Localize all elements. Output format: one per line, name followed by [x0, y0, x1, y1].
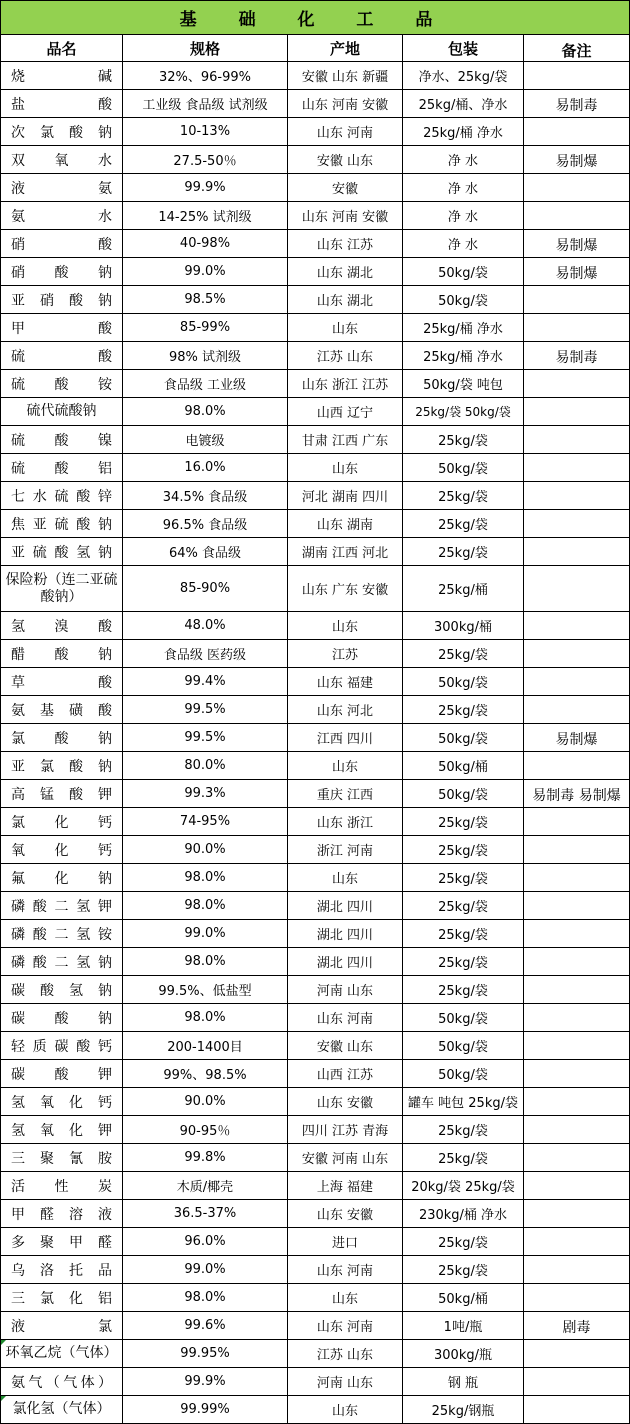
product-name-cell: 磷酸二氢钾 [1, 892, 123, 920]
remark-cell: 易制爆 [524, 258, 630, 286]
table-row [1, 1340, 630, 1368]
table-row [1, 118, 630, 146]
product-name-cell: 氯酸钠 [1, 724, 123, 752]
remark-cell [524, 202, 630, 230]
table-row [1, 1060, 630, 1088]
origin-cell: 湖北 四川 [288, 892, 403, 920]
table-row [1, 1312, 630, 1340]
remark-cell [524, 612, 630, 640]
origin-cell: 河南 山东 [288, 1368, 403, 1396]
remark-cell [524, 1172, 630, 1200]
packaging-cell: 25kg/袋 [403, 696, 524, 724]
remark-cell: 剧毒 [524, 1312, 630, 1340]
product-name-cell: 保险粉（连二亚硫酸钠） [1, 566, 123, 612]
origin-cell: 甘肃 江西 广东 [288, 426, 403, 454]
spec-cell: 98.5% [123, 286, 288, 314]
product-name-cell: 硝酸钠 [1, 258, 123, 286]
remark-cell [524, 286, 630, 314]
packaging-cell: 25kg/袋 [403, 892, 524, 920]
table-row [1, 342, 630, 370]
product-name-cell: 氯化钙 [1, 808, 123, 836]
packaging-cell: 25kg/袋 [403, 640, 524, 668]
origin-cell: 山东 河南 安徽 [288, 202, 403, 230]
table-row [1, 668, 630, 696]
origin-cell: 山东 福建 [288, 668, 403, 696]
remark-cell: 易制爆 [524, 146, 630, 174]
table-row [1, 566, 630, 612]
product-name-cell: 三聚氰胺 [1, 1144, 123, 1172]
spec-cell: 98.0% [123, 948, 288, 976]
packaging-cell: 25kg/袋 [403, 1116, 524, 1144]
origin-cell: 山西 辽宁 [288, 398, 403, 426]
packaging-cell: 25kg/袋 [403, 976, 524, 1004]
remark-cell [524, 314, 630, 342]
table-row [1, 696, 630, 724]
table-row [1, 258, 630, 286]
origin-cell: 山东 [288, 454, 403, 482]
packaging-cell: 20kg/袋 25kg/袋 [403, 1172, 524, 1200]
packaging-cell: 50kg/袋 吨包 [403, 370, 524, 398]
table-row [1, 1228, 630, 1256]
remark-cell [524, 118, 630, 146]
product-name-cell: 碳酸钠 [1, 1004, 123, 1032]
spec-cell: 98.0% [123, 1284, 288, 1312]
product-name-cell: 碳酸氢钠 [1, 976, 123, 1004]
table-row [1, 174, 630, 202]
table-row [1, 1004, 630, 1032]
table-row [1, 370, 630, 398]
packaging-cell: 300kg/桶 [403, 612, 524, 640]
packaging-cell: 25kg/袋 [403, 1256, 524, 1284]
origin-cell: 四川 江苏 青海 [288, 1116, 403, 1144]
origin-cell: 山东 湖北 [288, 286, 403, 314]
packaging-cell: 25kg/桶 净水 [403, 118, 524, 146]
product-name-cell: 液氯 [1, 1312, 123, 1340]
remark-cell [524, 752, 630, 780]
spec-cell: 99.0% [123, 1256, 288, 1284]
table-row [1, 612, 630, 640]
table-row [1, 426, 630, 454]
remark-cell [524, 1228, 630, 1256]
table-row [1, 482, 630, 510]
remark-cell [524, 62, 630, 90]
packaging-cell: 50kg/桶 [403, 752, 524, 780]
packaging-cell: 50kg/袋 [403, 780, 524, 808]
origin-cell: 山东 广东 安徽 [288, 566, 403, 612]
origin-cell: 山东 安徽 [288, 1088, 403, 1116]
packaging-cell: 25kg/袋 [403, 808, 524, 836]
table-row [1, 780, 630, 808]
origin-cell: 进口 [288, 1228, 403, 1256]
origin-cell: 山东 [288, 314, 403, 342]
remark-cell [524, 920, 630, 948]
packaging-cell: 净 水 [403, 174, 524, 202]
origin-cell: 安徽 河南 山东 [288, 1144, 403, 1172]
spec-cell: 40-98% [123, 230, 288, 258]
remark-cell: 易制毒 [524, 90, 630, 118]
product-name-cell: 氢氧化钙 [1, 1088, 123, 1116]
packaging-cell: 1吨/瓶 [403, 1312, 524, 1340]
packaging-cell: 50kg/袋 [403, 1060, 524, 1088]
origin-cell: 山东 安徽 [288, 1200, 403, 1228]
product-name-cell: 甲酸 [1, 314, 123, 342]
packaging-cell: 25kg/袋 [403, 1144, 524, 1172]
packaging-cell: 50kg/袋 [403, 454, 524, 482]
remark-cell [524, 1256, 630, 1284]
table-row [1, 1144, 630, 1172]
remark-cell [524, 668, 630, 696]
table-row [1, 230, 630, 258]
packaging-cell: 25kg/桶 净水 [403, 342, 524, 370]
packaging-cell: 25kg/袋 [403, 482, 524, 510]
packaging-cell: 50kg/袋 [403, 286, 524, 314]
product-name-cell: 焦亚硫酸钠 [1, 510, 123, 538]
packaging-cell: 25kg/袋 [403, 538, 524, 566]
remark-cell [524, 566, 630, 612]
product-name-cell: 乌洛托品 [1, 1256, 123, 1284]
spec-cell: 99.0% [123, 258, 288, 286]
origin-cell: 山东 浙江 [288, 808, 403, 836]
table-row [1, 90, 630, 118]
remark-cell [524, 1116, 630, 1144]
spec-cell: 99.0% [123, 920, 288, 948]
remark-cell [524, 948, 630, 976]
remark-cell [524, 892, 630, 920]
origin-cell: 山东 湖南 [288, 510, 403, 538]
origin-cell: 上海 福建 [288, 1172, 403, 1200]
product-name-cell: 氨气（气体） [1, 1368, 123, 1396]
spec-cell: 99.5% [123, 696, 288, 724]
origin-cell: 安徽 山东 [288, 146, 403, 174]
product-name-cell: 氢溴酸 [1, 612, 123, 640]
origin-cell: 山东 河南 安徽 [288, 90, 403, 118]
origin-cell: 湖南 江西 河北 [288, 538, 403, 566]
packaging-cell: 50kg/袋 [403, 1004, 524, 1032]
origin-cell: 山东 江苏 [288, 230, 403, 258]
product-name-cell: 磷酸二氢铵 [1, 920, 123, 948]
spec-cell: 90.0% [123, 836, 288, 864]
product-name-cell: 多聚甲醛 [1, 1228, 123, 1256]
remark-cell [524, 482, 630, 510]
origin-cell: 河北 湖南 四川 [288, 482, 403, 510]
product-name-cell: 盐酸 [1, 90, 123, 118]
table-row [1, 1256, 630, 1284]
spec-cell: 200-1400目 [123, 1032, 288, 1060]
table-row [1, 724, 630, 752]
remark-cell [524, 510, 630, 538]
spec-cell: 96.0% [123, 1228, 288, 1256]
remark-cell [524, 864, 630, 892]
packaging-cell: 50kg/袋 [403, 724, 524, 752]
packaging-cell: 25kg/袋 [403, 510, 524, 538]
remark-cell: 易制毒 [524, 342, 630, 370]
product-name-cell: 氨水 [1, 202, 123, 230]
product-name-cell: 氨基磺酸 [1, 696, 123, 724]
origin-cell: 重庆 江西 [288, 780, 403, 808]
spec-cell: 99.4% [123, 668, 288, 696]
remark-cell [524, 538, 630, 566]
product-name-cell: 次氯酸钠 [1, 118, 123, 146]
spec-cell: 99%、98.5% [123, 1060, 288, 1088]
product-name-cell: 氢氧化钾 [1, 1116, 123, 1144]
table-row [1, 202, 630, 230]
spec-cell: 食品级 医药级 [123, 640, 288, 668]
header-origin: 产地 [288, 35, 403, 62]
spec-cell: 99.9% [123, 1368, 288, 1396]
remark-cell [524, 808, 630, 836]
spec-cell: 48.0% [123, 612, 288, 640]
packaging-cell: 25kg/袋 [403, 948, 524, 976]
packaging-cell: 50kg/袋 [403, 1032, 524, 1060]
origin-cell: 山东 [288, 864, 403, 892]
packaging-cell: 25kg/桶 [403, 566, 524, 612]
origin-cell: 山东 [288, 1284, 403, 1312]
remark-cell [524, 696, 630, 724]
origin-cell: 河南 山东 [288, 976, 403, 1004]
product-name-cell: 七水硫酸锌 [1, 482, 123, 510]
remark-cell [524, 640, 630, 668]
header-pack: 包装 [403, 35, 524, 62]
remark-cell: 易制毒 易制爆 [524, 780, 630, 808]
spec-cell: 36.5-37% [123, 1200, 288, 1228]
product-name-cell: 醋酸钠 [1, 640, 123, 668]
packaging-cell: 230kg/桶 净水 [403, 1200, 524, 1228]
spec-cell: 98.0% [123, 864, 288, 892]
origin-cell: 山东 [288, 1396, 403, 1424]
spec-cell: 85-99% [123, 314, 288, 342]
packaging-cell: 钢 瓶 [403, 1368, 524, 1396]
spec-cell: 32%、96-99% [123, 62, 288, 90]
origin-cell: 湖北 四川 [288, 920, 403, 948]
spec-cell: 工业级 食品级 试剂级 [123, 90, 288, 118]
origin-cell: 江苏 山东 [288, 1340, 403, 1368]
spec-cell: 34.5% 食品级 [123, 482, 288, 510]
table-row [1, 920, 630, 948]
table-row [1, 1396, 630, 1424]
origin-cell: 浙江 河南 [288, 836, 403, 864]
product-name-cell: 液氨 [1, 174, 123, 202]
origin-cell: 安徽 山东 [288, 1032, 403, 1060]
table-row [1, 314, 630, 342]
remark-cell [524, 1032, 630, 1060]
packaging-cell: 25kg/钢瓶 [403, 1396, 524, 1424]
remark-cell [524, 1340, 630, 1368]
origin-cell: 山东 [288, 612, 403, 640]
header-spec: 规格 [123, 35, 288, 62]
remark-cell: 易制爆 [524, 724, 630, 752]
origin-cell: 湖北 四川 [288, 948, 403, 976]
spec-cell: 99.8% [123, 1144, 288, 1172]
remark-cell [524, 1368, 630, 1396]
origin-cell: 安徽 [288, 174, 403, 202]
spec-cell: 74-95% [123, 808, 288, 836]
product-name-cell: 磷酸二氢钠 [1, 948, 123, 976]
packaging-cell: 净 水 [403, 146, 524, 174]
table-row [1, 1116, 630, 1144]
table-row [1, 1284, 630, 1312]
header-name: 品名 [1, 35, 123, 62]
origin-cell: 安徽 山东 新疆 [288, 62, 403, 90]
product-name-cell: 碳酸钾 [1, 1060, 123, 1088]
packaging-cell: 25kg/袋 50kg/袋 [403, 398, 524, 426]
spec-cell: 98.0% [123, 398, 288, 426]
spec-cell: 27.5-50％ [123, 146, 288, 174]
spec-cell: 99.3% [123, 780, 288, 808]
spec-cell: 99.5%、低盐型 [123, 976, 288, 1004]
table-row [1, 510, 630, 538]
packaging-cell: 25kg/桶、净水 [403, 90, 524, 118]
product-name-cell: 三氯化铝 [1, 1284, 123, 1312]
spec-cell: 10-13% [123, 118, 288, 146]
packaging-cell: 300kg/瓶 [403, 1340, 524, 1368]
origin-cell: 山东 浙江 江苏 [288, 370, 403, 398]
spec-cell: 99.6% [123, 1312, 288, 1340]
remark-cell [524, 174, 630, 202]
spec-cell: 64% 食品级 [123, 538, 288, 566]
product-name-cell: 亚硫酸氢钠 [1, 538, 123, 566]
origin-cell: 江西 四川 [288, 724, 403, 752]
remark-cell [524, 398, 630, 426]
product-name-cell: 活性炭 [1, 1172, 123, 1200]
remark-cell [524, 976, 630, 1004]
table-row [1, 1032, 630, 1060]
spec-cell: 90.0% [123, 1088, 288, 1116]
product-name-cell: 高锰酸钾 [1, 780, 123, 808]
spec-cell: 99.99% [123, 1396, 288, 1424]
packaging-cell: 净 水 [403, 202, 524, 230]
packaging-cell: 50kg/桶 [403, 1284, 524, 1312]
product-name-cell: 硫酸镍 [1, 426, 123, 454]
packaging-cell: 25kg/桶 净水 [403, 314, 524, 342]
origin-cell: 山西 江苏 [288, 1060, 403, 1088]
spec-cell: 99.9% [123, 174, 288, 202]
origin-cell: 山东 湖北 [288, 258, 403, 286]
table-row [1, 398, 630, 426]
packaging-cell: 罐车 吨包 25kg/袋 [403, 1088, 524, 1116]
product-name-cell: 甲醛溶液 [1, 1200, 123, 1228]
packaging-cell: 25kg/袋 [403, 1228, 524, 1256]
header-remark: 备注 [524, 35, 630, 62]
remark-cell [524, 1060, 630, 1088]
remark-cell [524, 1284, 630, 1312]
product-name-cell: 氟化钠 [1, 864, 123, 892]
spec-cell: 96.5% 食品级 [123, 510, 288, 538]
spec-cell: 电镀级 [123, 426, 288, 454]
remark-cell [524, 1004, 630, 1032]
spec-cell: 食品级 工业级 [123, 370, 288, 398]
packaging-cell: 25kg/袋 [403, 836, 524, 864]
table-row [1, 864, 630, 892]
packaging-cell: 50kg/袋 [403, 258, 524, 286]
spec-cell: 90-95％ [123, 1116, 288, 1144]
packaging-cell: 净水、25kg/袋 [403, 62, 524, 90]
product-name-cell: 硫酸铝 [1, 454, 123, 482]
table-body [1, 62, 630, 1424]
spec-cell: 99.5% [123, 724, 288, 752]
origin-cell: 山东 河南 [288, 1312, 403, 1340]
origin-cell: 江苏 [288, 640, 403, 668]
spec-cell: 85-90% [123, 566, 288, 612]
table-row [1, 976, 630, 1004]
table-row [1, 1172, 630, 1200]
product-name-cell: 硫酸 [1, 342, 123, 370]
remark-cell [524, 1144, 630, 1172]
product-name-cell: 硝酸 [1, 230, 123, 258]
product-name-cell: 烧碱 [1, 62, 123, 90]
origin-cell: 山东 河南 [288, 118, 403, 146]
table-row [1, 892, 630, 920]
spec-cell: 98% 试剂级 [123, 342, 288, 370]
table-row [1, 752, 630, 780]
table-row [1, 948, 630, 976]
table-title: 基 础 化 工 品 [1, 1, 630, 35]
table-row [1, 640, 630, 668]
remark-cell [524, 454, 630, 482]
remark-cell [524, 1088, 630, 1116]
spec-cell: 14-25% 试剂级 [123, 202, 288, 230]
packaging-cell: 50kg/袋 [403, 668, 524, 696]
origin-cell: 山东 [288, 752, 403, 780]
product-name-cell: 硫代硫酸钠 [1, 398, 123, 426]
table-row [1, 1200, 630, 1228]
product-name-cell: 硫酸铵 [1, 370, 123, 398]
product-name-cell: 草酸 [1, 668, 123, 696]
remark-cell [524, 426, 630, 454]
remark-cell [524, 1396, 630, 1424]
packaging-cell: 25kg/袋 [403, 426, 524, 454]
table-row [1, 454, 630, 482]
packaging-cell: 25kg/袋 [403, 864, 524, 892]
packaging-cell: 净 水 [403, 230, 524, 258]
product-name-cell: 环氧乙烷（气体） [1, 1340, 123, 1368]
spec-cell: 98.0% [123, 892, 288, 920]
table-row [1, 836, 630, 864]
product-name-cell: 亚硝酸钠 [1, 286, 123, 314]
remark-cell [524, 1200, 630, 1228]
table-row [1, 286, 630, 314]
remark-cell [524, 836, 630, 864]
origin-cell: 江苏 山东 [288, 342, 403, 370]
table-row [1, 62, 630, 90]
spec-cell: 99.95% [123, 1340, 288, 1368]
origin-cell: 山东 河北 [288, 696, 403, 724]
table-row [1, 1368, 630, 1396]
product-name-cell: 氯化氢（气体） [1, 1396, 123, 1424]
remark-cell [524, 370, 630, 398]
product-name-cell: 轻质碳酸钙 [1, 1032, 123, 1060]
spec-cell: 98.0% [123, 1004, 288, 1032]
product-name-cell: 双氧水 [1, 146, 123, 174]
table-row [1, 146, 630, 174]
table-row [1, 538, 630, 566]
remark-cell: 易制爆 [524, 230, 630, 258]
spec-cell: 16.0% [123, 454, 288, 482]
origin-cell: 山东 河南 [288, 1256, 403, 1284]
table-row [1, 1088, 630, 1116]
product-name-cell: 亚氯酸钠 [1, 752, 123, 780]
product-name-cell: 氧化钙 [1, 836, 123, 864]
table-row [1, 808, 630, 836]
origin-cell: 山东 河南 [288, 1004, 403, 1032]
spec-cell: 木质/椰壳 [123, 1172, 288, 1200]
spec-cell: 80.0% [123, 752, 288, 780]
packaging-cell: 25kg/袋 [403, 920, 524, 948]
